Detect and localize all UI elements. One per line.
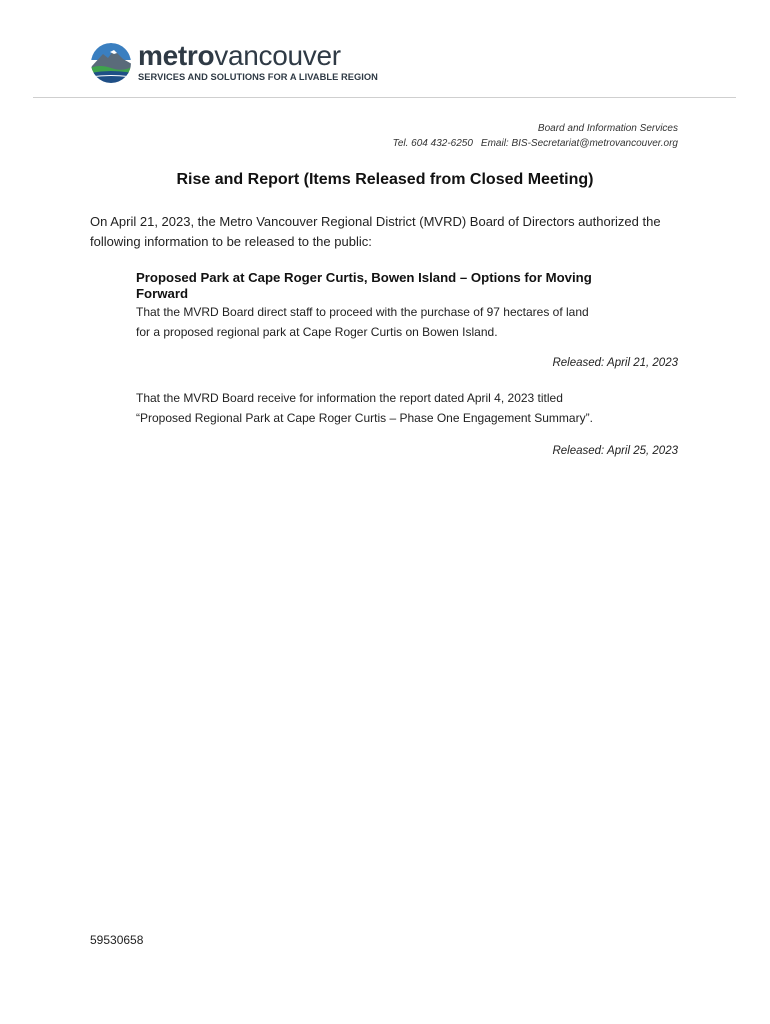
item-heading-line: Forward (136, 286, 189, 301)
contact-phone: Tel. 604 432-6250 (392, 138, 473, 149)
mountain-water-logo-icon (90, 42, 132, 84)
item-heading (136, 270, 636, 302)
brand-tagline: SERVICES AND SOLUTIONS FOR A LIVABLE REGION (138, 72, 378, 82)
header-logo (90, 42, 410, 88)
document-number: 59530658 (90, 933, 144, 947)
released-date: Released: April 21, 2023 (552, 357, 678, 369)
resolution-line: That the MVRD Board receive for information the report dated April 4, 2023 titled (136, 391, 563, 405)
contact-email: Email: BIS-Secretariat@metrovancouver.org (480, 138, 678, 149)
contact-block (393, 121, 678, 151)
resolution-line: for a proposed regional park at Cape Roger Curtis on Bowen Island. (136, 325, 498, 339)
brand-wordmark (138, 40, 341, 72)
brand-bold: metro (138, 40, 215, 71)
item-heading-line: Proposed Park at Cape Roger Curtis, Bowen Island – Options for Moving (136, 270, 592, 285)
document-title: Rise and Report (Items Released from Closed Meeting) (176, 171, 594, 188)
resolution-paragraph (136, 302, 656, 342)
intro-paragraph (90, 212, 690, 252)
department-name: Board and Information Services (537, 123, 678, 134)
header-divider (33, 97, 736, 98)
resolution-line: “Proposed Regional Park at Cape Roger Curtis – Phase One Engagement Summary”. (136, 411, 593, 425)
brand-light: vancouver (214, 40, 341, 71)
intro-line: On April 21, 2023, the Metro Vancouver Regional District (MVRD) Board of Directors authorized the (90, 214, 661, 229)
resolution-paragraph (136, 388, 656, 428)
intro-line: following information to be released to the public: (90, 234, 372, 249)
resolution-line: That the MVRD Board direct staff to proceed with the purchase of 97 hectares of land (136, 305, 589, 319)
released-date: Released: April 25, 2023 (552, 445, 678, 457)
